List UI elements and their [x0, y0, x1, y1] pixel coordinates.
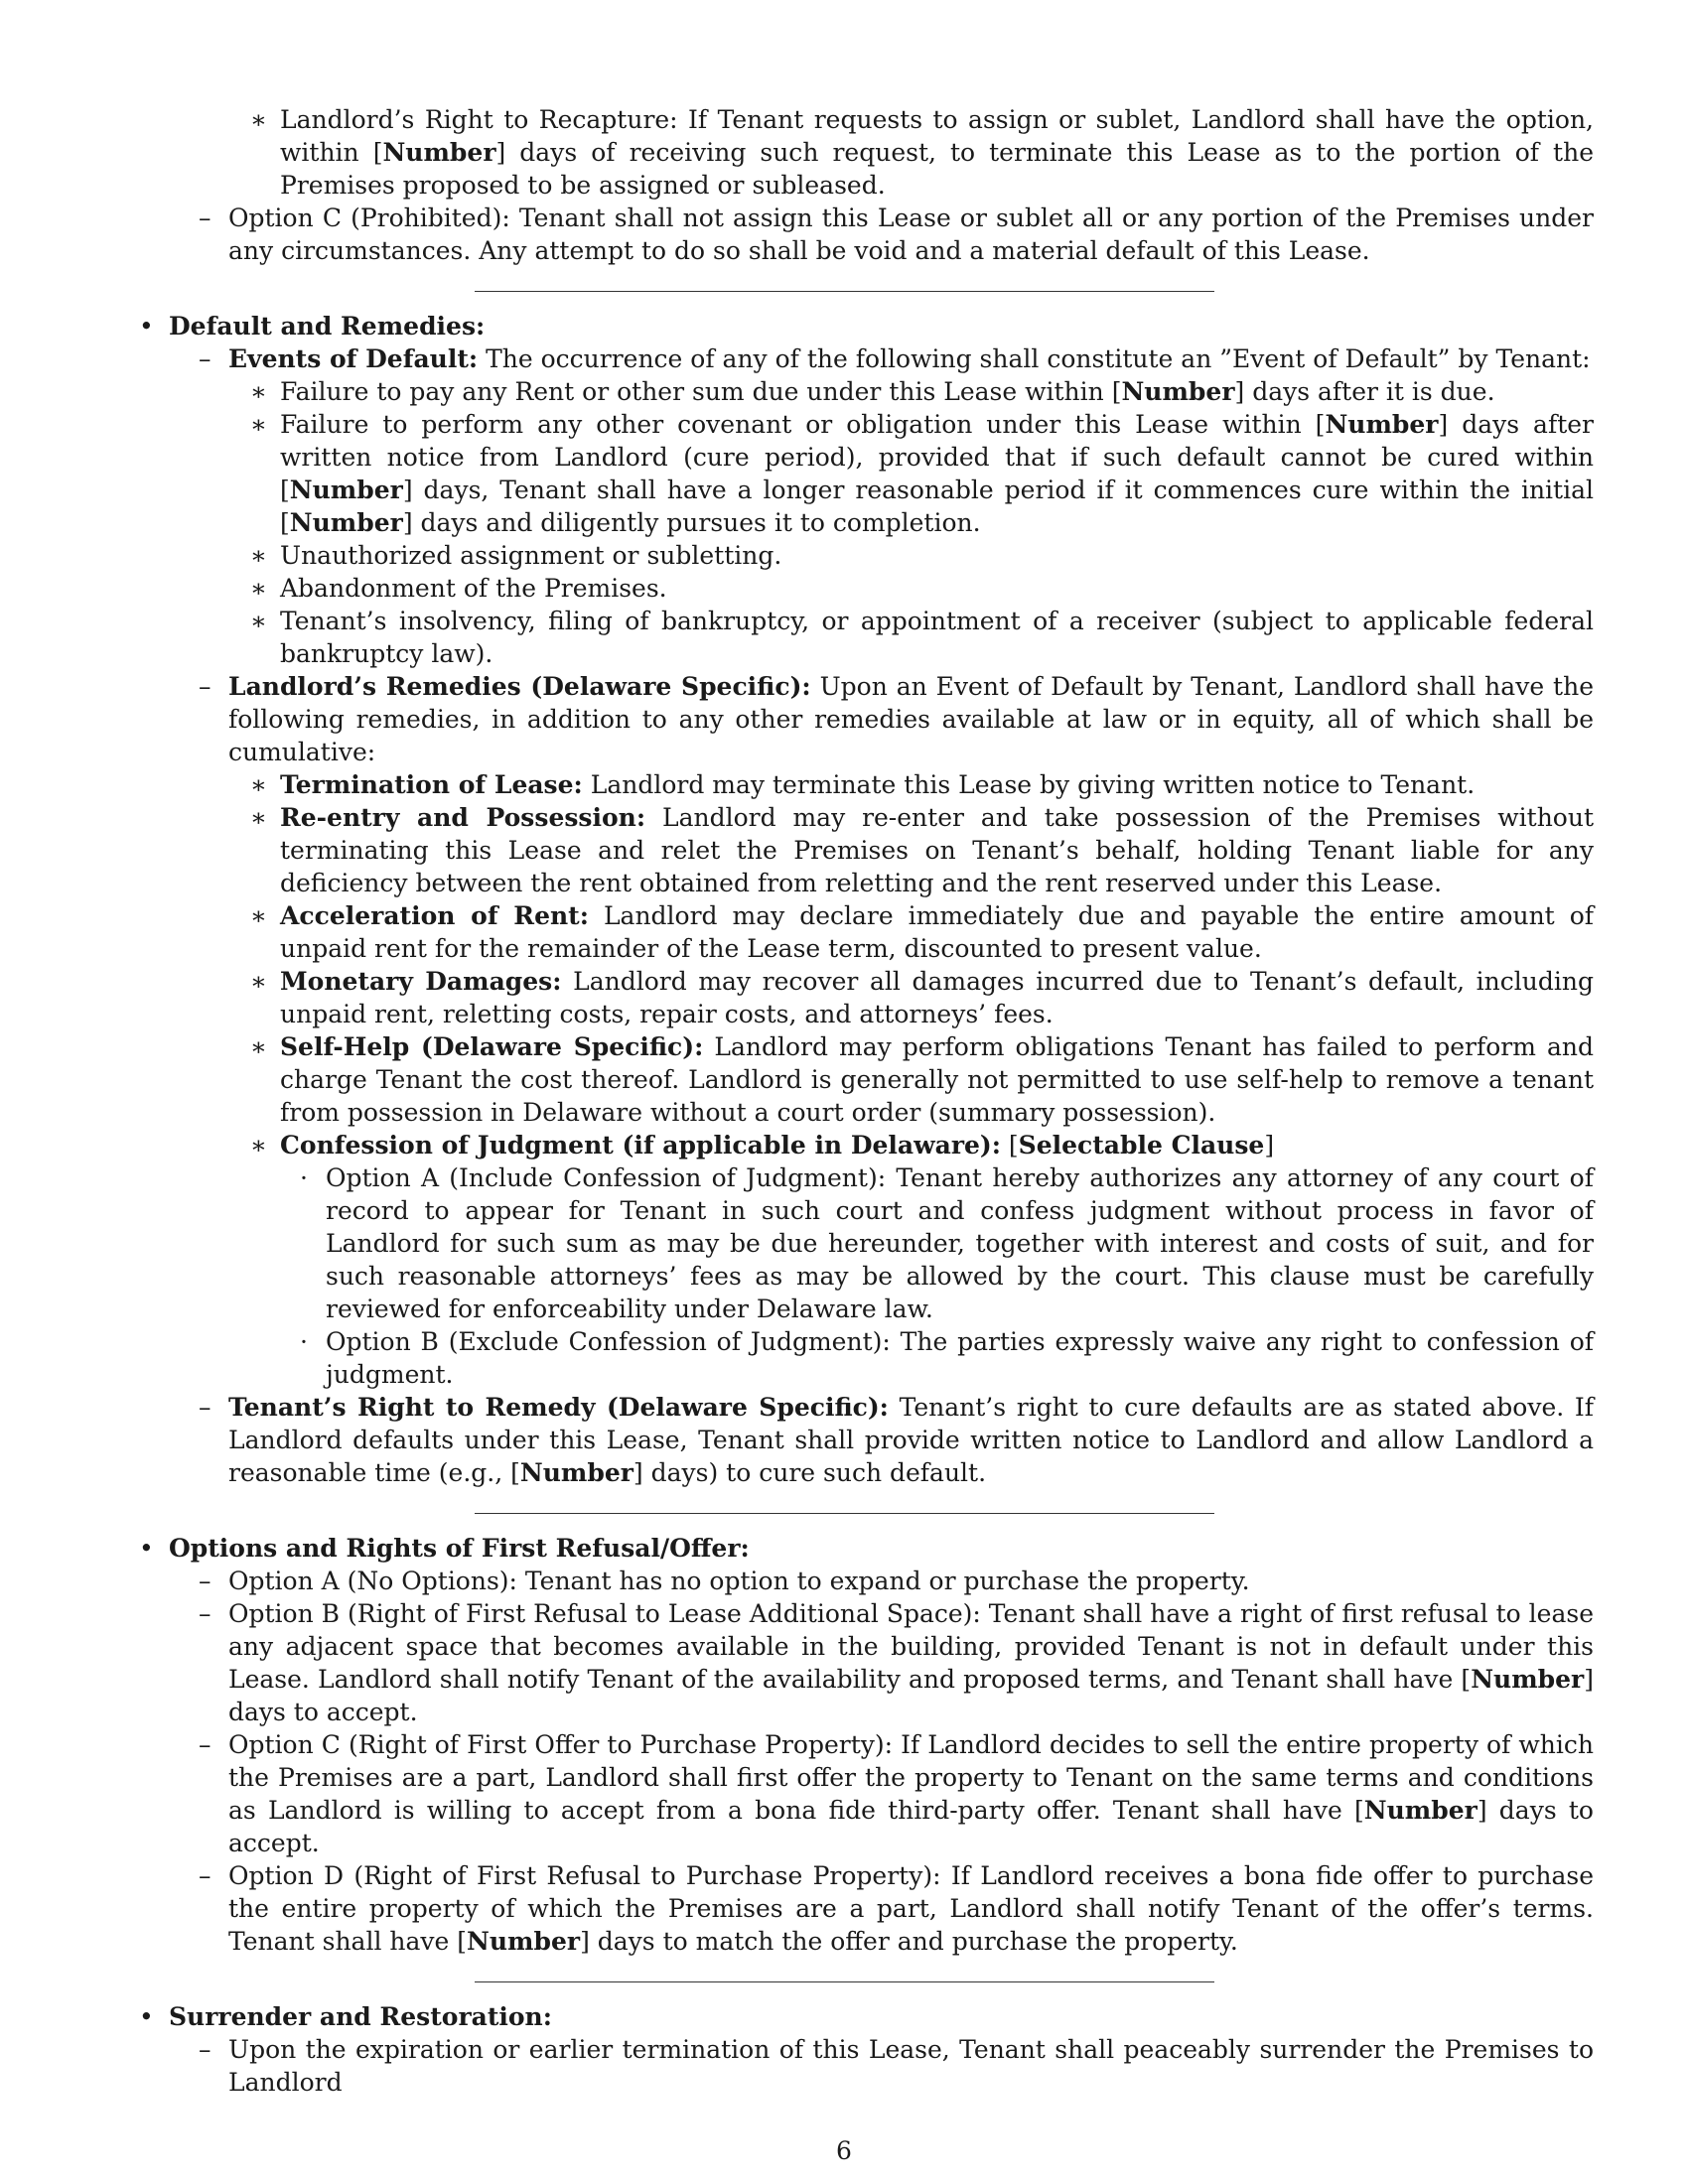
event-text: Failure to pay any Rent or other sum due under this Lease within [: [280, 377, 1122, 406]
remedy-label: Monetary Damages:: [280, 967, 562, 996]
number-placeholder: Number: [1363, 1796, 1477, 1825]
tenant-remedy-text: ] days) to cure such default.: [633, 1458, 987, 1487]
tenant-remedy-label: Tenant’s Right to Remedy (Delaware Specific):: [228, 1393, 889, 1422]
dash-bullet-icon: –: [199, 344, 211, 373]
option-text: Option B (Right of First Refusal to Lease Additional Space): Tenant shall have a right of first refusal to lease any adjacent space that becomes available in the building, provided Tenant is not in default under this Lease. Landlord shall notify Tenant of the availability and proposed terms, and Tenant shall have [: [228, 1599, 1594, 1694]
assignment-option-c: [199, 202, 1594, 267]
remedy-item: [250, 899, 1595, 965]
asterisk-bullet-icon: ∗: [250, 607, 267, 635]
tenant-remedy: [199, 1391, 1594, 1489]
confession-option: [300, 1161, 1594, 1325]
remedy-text: Landlord may perform obligations Tenant has failed to perform and charge Tenant the cost thereof. Landlord is generally not permitted to use self-help to remove a tenant from possession in Delaware without a court order (summary possession).: [280, 1032, 1594, 1127]
assignment-option-c-text: Option C (Prohibited): Tenant shall not assign this Lease or sublet all or any portion of the Premises under any circumstances. Any attempt to do so shall be void and a material default of this Lease.: [228, 204, 1594, 265]
dash-bullet-icon: –: [199, 204, 211, 232]
asterisk-bullet-icon: ∗: [250, 1032, 267, 1061]
dash-bullet-icon: –: [199, 1730, 211, 1759]
default-remedies-section: [139, 310, 1594, 342]
event-item: [250, 605, 1594, 670]
event-text: Abandonment of the Premises.: [280, 574, 667, 603]
number-placeholder: Number: [1121, 377, 1235, 406]
remedy-label: Acceleration of Rent:: [280, 901, 589, 930]
section-heading: Options and Rights of First Refusal/Offer:: [169, 1534, 750, 1563]
remedies-intro: Upon an Event of Default by Tenant, Landlord shall have the following remedies, in addition to any other remedies available at law or in equity, all of which shall be cumulative:: [228, 672, 1594, 766]
asterisk-bullet-icon: ∗: [250, 541, 267, 570]
lease-page: [0, 103, 1688, 2099]
number-placeholder: Number: [1325, 410, 1439, 439]
remedy-text: Landlord may declare immediately due and payable the entire amount of unpaid rent for the remainder of the Lease term, discounted to present value.: [280, 901, 1595, 963]
options-rights-section: [139, 1532, 1594, 1565]
recapture-text-a: Landlord’s Right to Recapture: If Tenant requests to assign or sublet, Landlord shall have the option, within [: [280, 105, 1594, 167]
event-item: [250, 375, 1594, 408]
option-text: ] days to match the offer and purchase the property.: [580, 1927, 1238, 1956]
confession-option: [300, 1325, 1594, 1391]
asterisk-bullet-icon: ∗: [250, 574, 267, 603]
number-placeholder: Number: [467, 1927, 581, 1956]
surrender-item: [199, 2033, 1594, 2099]
option-text: Option C (Right of First Offer to Purchase Property): If Landlord decides to sell the entire property of which the Premises are a part, Landlord shall first offer the property to Tenant on the same terms and conditions as Landlord is willing to accept from a bona fide third-party offer. Tenant shall have [: [228, 1730, 1594, 1825]
recapture-text-b: ] days of receiving such request, to terminate this Lease as to the portion of the Premises proposed to be assigned or subleased.: [280, 138, 1594, 200]
selectable-clause-tag: [Selectable Clause]: [1008, 1131, 1275, 1160]
bullet-icon: •: [139, 1534, 154, 1563]
dash-bullet-icon: –: [199, 2035, 211, 2064]
asterisk-bullet-icon: ∗: [250, 105, 267, 134]
dot-bullet-icon: ·: [300, 1163, 308, 1192]
remedy-item: [250, 965, 1594, 1030]
confession-option-text: Option A (Include Confession of Judgment): Tenant hereby authorizes any attorney of any court of record to appear for Tenant in such court and confess judgment without process in favor of Landlord for such sum as may be due hereunder, together with interest and costs of suit, and for such reasonable attorneys’ fees as may be allowed by the court. This clause must be carefully reviewed for enforceability under Delaware law.: [326, 1163, 1594, 1323]
number-placeholder: Number: [382, 138, 496, 167]
section-heading: Surrender and Restoration:: [169, 2002, 552, 2031]
surrender-text: Upon the expiration or earlier termination of this Lease, Tenant shall peaceably surrender the Premises to Landlord: [228, 2035, 1594, 2097]
surrender-section: [139, 2000, 1594, 2033]
number-placeholder: Number: [1471, 1665, 1585, 1694]
event-text: ] days, Tenant shall have a longer reasonable period if it commences cure within the initial [: [280, 476, 1594, 537]
options-option-b: [199, 1597, 1594, 1728]
asterisk-bullet-icon: ∗: [250, 1131, 267, 1160]
events-label: Events of Default:: [228, 344, 479, 373]
section-heading: Default and Remedies:: [169, 312, 486, 341]
remedy-item: [250, 1030, 1594, 1129]
event-item: [250, 408, 1594, 539]
remedy-item: [250, 801, 1594, 899]
options-option-a: [199, 1565, 1594, 1597]
dash-bullet-icon: –: [199, 1393, 211, 1422]
number-placeholder: Number: [289, 508, 403, 537]
asterisk-bullet-icon: ∗: [250, 803, 267, 832]
confession-option-text: Option B (Exclude Confession of Judgment): The parties expressly waive any right to confession of judgment.: [326, 1327, 1594, 1389]
remedy-label: Confession of Judgment (if applicable in Delaware):: [280, 1131, 1001, 1160]
event-text: Tenant’s insolvency, filing of bankruptcy, or appointment of a receiver (subject to applicable federal bankruptcy law).: [280, 607, 1594, 668]
asterisk-bullet-icon: ∗: [250, 901, 267, 930]
dash-bullet-icon: –: [199, 1599, 211, 1628]
number-placeholder: Number: [289, 476, 403, 504]
options-option-d: [199, 1859, 1594, 1958]
asterisk-bullet-icon: ∗: [250, 770, 267, 799]
option-text: Option D (Right of First Refusal to Purchase Property): If Landlord receives a bona fide offer to purchase the entire property of which the Premises are a part, Landlord shall notify Tenant of the offer’s terms. Tenant shall have [: [228, 1861, 1594, 1956]
landlord-remedies: [199, 670, 1594, 768]
recapture-item: [250, 103, 1594, 202]
remedy-item: [250, 1129, 1594, 1161]
remedy-text: Landlord may recover all damages incurred due to Tenant’s default, including unpaid rent, reletting costs, repair costs, and attorneys’ fees.: [280, 967, 1594, 1028]
remedy-text: Landlord may re-enter and take possession of the Premises without terminating this Lease and relet the Premises on Tenant’s behalf, holding Tenant liable for any deficiency between the rent obtained from reletting and the rent reserved under this Lease.: [280, 803, 1594, 897]
remedy-label: Re-entry and Possession:: [280, 803, 646, 832]
number-placeholder: Number: [519, 1458, 633, 1487]
event-text: ] days after written notice from Landlord (cure period), provided that if such default cannot be cured within [: [280, 410, 1594, 504]
event-text: Unauthorized assignment or subletting.: [280, 541, 782, 570]
dash-bullet-icon: –: [199, 1567, 211, 1595]
option-text: ] days to accept.: [228, 1796, 1594, 1857]
bullet-icon: •: [139, 2002, 154, 2031]
asterisk-bullet-icon: ∗: [250, 410, 267, 439]
dot-bullet-icon: ·: [300, 1327, 308, 1356]
event-text: Failure to perform any other covenant or obligation under this Lease within [: [280, 410, 1326, 439]
option-text: ] days to accept.: [228, 1665, 1594, 1726]
dash-bullet-icon: –: [199, 1861, 211, 1890]
asterisk-bullet-icon: ∗: [250, 967, 267, 996]
remedy-label: Self-Help (Delaware Specific):: [280, 1032, 704, 1061]
option-text: Option A (No Options): Tenant has no option to expand or purchase the property.: [228, 1567, 1250, 1595]
selectable-clause-label: Selectable Clause: [1018, 1131, 1265, 1160]
options-option-c: [199, 1728, 1594, 1859]
remedy-item: [250, 768, 1594, 801]
remedies-label: Landlord’s Remedies (Delaware Specific):: [228, 672, 811, 701]
tenant-remedy-text: Tenant’s right to cure defaults are as stated above. If Landlord defaults under this Lease, Tenant shall provide written notice to Landlord and allow Landlord a reasonable time (e.g., [: [228, 1393, 1594, 1487]
event-item: [250, 539, 1594, 572]
event-item: [250, 572, 1594, 605]
event-text: ] days after it is due.: [1234, 377, 1495, 406]
remedy-text: Landlord may terminate this Lease by giving written notice to Tenant.: [590, 770, 1476, 799]
events-intro: The occurrence of any of the following shall constitute an ”Event of Default” by Tenant:: [486, 344, 1591, 373]
event-text: ] days and diligently pursues it to completion.: [402, 508, 981, 537]
events-of-default: [199, 342, 1594, 375]
bullet-icon: •: [139, 312, 154, 341]
page-number: 6: [836, 2136, 852, 2165]
dash-bullet-icon: –: [199, 672, 211, 701]
remedy-label: Termination of Lease:: [280, 770, 583, 799]
asterisk-bullet-icon: ∗: [250, 377, 267, 406]
